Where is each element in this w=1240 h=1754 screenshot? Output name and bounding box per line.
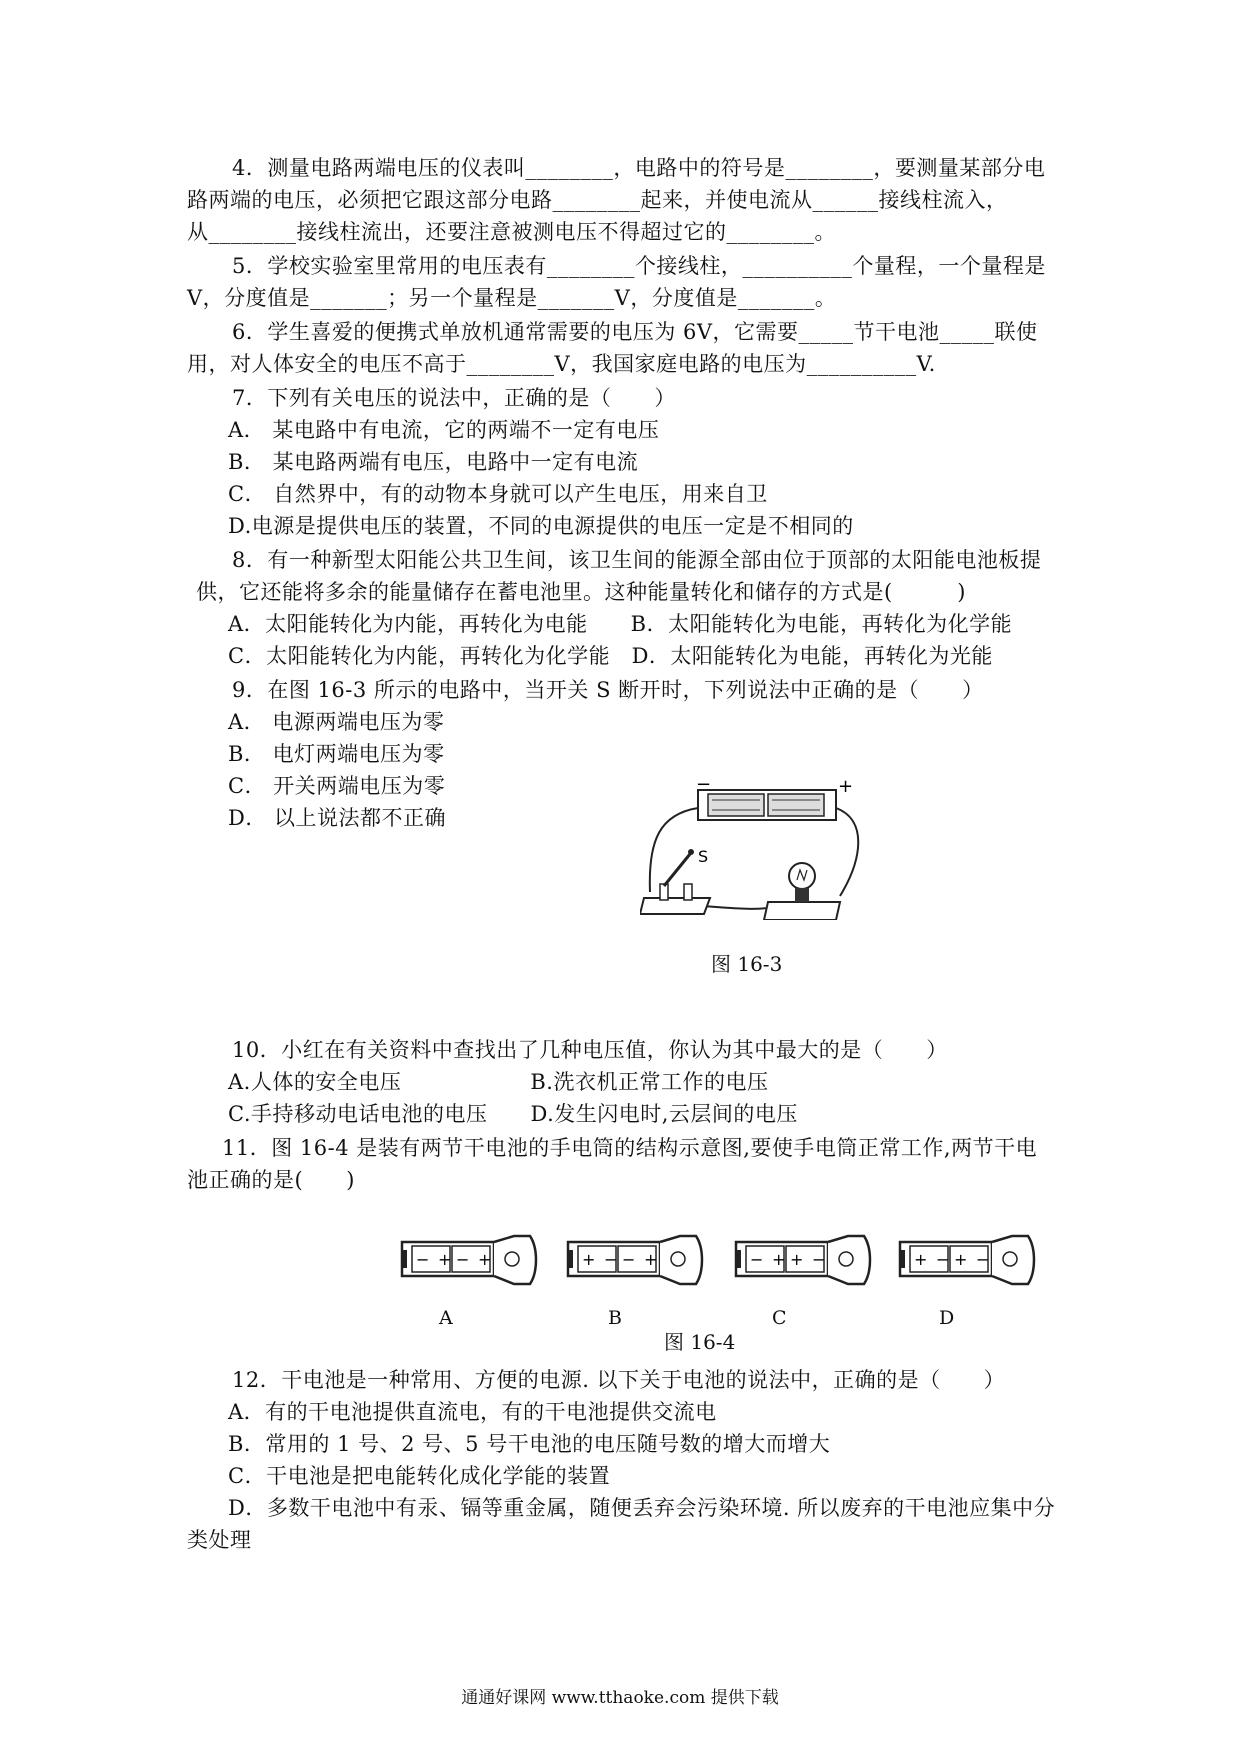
q5-line1: 5．学校实验室里常用的电压表有________个接线柱，__________个量程，一个量程是: [232, 254, 1046, 278]
q7-option-d: D.电源是提供电压的装置，不同的电源提供的电压一定是不相同的: [228, 514, 854, 538]
q12-option-d-line2: 类处理: [187, 1528, 252, 1552]
q7-option-b: B． 某电路两端有电压，电路中一定有电流: [228, 450, 639, 474]
flashlight-b-label: B: [608, 1307, 622, 1329]
q10-options-cd: C.手持移动电话电池的电压 D.发生闪电时,云层间的电压: [228, 1102, 798, 1126]
q7-option-a: A． 某电路中有电流，它的两端不一定有电压: [228, 418, 660, 442]
q9-option-c: C． 开关两端电压为零: [228, 774, 446, 798]
flashlight-a-cell1-left: −: [416, 1250, 430, 1269]
battery-plus-label: +: [838, 780, 854, 797]
q10-stem: 10．小红在有关资料中查找出了几种电压值，你认为其中最大的是（ ）: [232, 1038, 948, 1062]
q10-options-ab: A.人体的安全电压 B.洗衣机正常工作的电压: [228, 1070, 769, 1094]
q7-stem: 7．下列有关电压的说法中，正确的是（ ）: [232, 386, 676, 410]
flashlight-a-label: A: [439, 1307, 453, 1329]
q8-line1: 8．有一种新型太阳能公共卫生间，该卫生间的能源全部由位于顶部的太阳能电池板提: [232, 548, 1042, 572]
q4-line2: 路两端的电压，必须把它跟这部分电路________起来，并使电流从______接线柱流入，: [187, 188, 1008, 212]
flashlight-a-cell1-right: +: [438, 1250, 452, 1269]
flashlight-d-label: D: [939, 1307, 955, 1329]
q11-line2: 池正确的是( ): [187, 1168, 355, 1192]
flashlight-d-cell2-right: −: [976, 1250, 990, 1269]
flashlight-b-cell1-right: −: [604, 1250, 618, 1269]
flashlight-a-cell2-right: +: [478, 1250, 492, 1269]
flashlight-c-cell2-right: −: [812, 1250, 826, 1269]
flashlight-c-cell1-right: +: [772, 1250, 786, 1269]
q5-line2: V，分度值是_______；另一个量程是_______V，分度值是_______。: [187, 286, 837, 310]
flashlight-c-label: C: [772, 1307, 787, 1329]
flashlight-d-cell2-left: +: [954, 1250, 968, 1269]
flashlight-a-cell2-left: −: [456, 1250, 470, 1269]
q9-option-a: A． 电源两端电压为零: [228, 710, 445, 734]
q12-option-d-line1: D．多数干电池中有汞、镉等重金属，随便丢弃会污染环境. 所以废弃的干电池应集中分: [228, 1496, 1056, 1520]
flashlight-c: [736, 1236, 870, 1284]
q12-option-b: B．常用的 1 号、2 号、5 号干电池的电压随号数的增大而增大: [228, 1432, 831, 1456]
q6-line2: 用，对人体安全的电压不高于________V，我国家庭电路的电压为__________V.: [187, 352, 936, 376]
figure-16-4-caption: 图 16-4: [664, 1330, 736, 1354]
flashlight-d-cell1-right: −: [936, 1250, 950, 1269]
battery-minus-label: −: [696, 780, 712, 795]
page-footer: 通通好课网 www.tthaoke.com 提供下载: [461, 1688, 779, 1708]
q12-stem: 12．干电池是一种常用、方便的电源. 以下关于电池的说法中，正确的是（ ）: [232, 1368, 1006, 1392]
q12-option-a: A．有的干电池提供直流电，有的干电池提供交流电: [228, 1400, 717, 1424]
q9-option-d: D． 以上说法都不正确: [228, 806, 447, 830]
flashlight-b-cell1-left: +: [582, 1250, 596, 1269]
flashlight-a: [402, 1236, 536, 1284]
q7-option-c: C． 自然界中，有的动物本身就可以产生电压，用来自卫: [228, 482, 768, 506]
q8-line2: 供，它还能将多余的能量储存在蓄电池里。这种能量转化和储存的方式是( ): [196, 580, 966, 604]
q8-options-cd: C．太阳能转化为内能，再转化为化学能 D．太阳能转化为电能，再转化为光能: [228, 644, 993, 668]
q9-option-b: B． 电灯两端电压为零: [228, 742, 445, 766]
q12-option-c: C．干电池是把电能转化成化学能的装置: [228, 1464, 611, 1488]
q11-line1: 11．图 16-4 是装有两节干电池的手电筒的结构示意图,要使手电筒正常工作,两节干电: [222, 1136, 1038, 1160]
flashlight-figure-16-4: [398, 1228, 1058, 1308]
circuit-figure-16-3: [640, 780, 880, 920]
flashlight-d-cell1-left: +: [914, 1250, 928, 1269]
figure-16-3-caption: 图 16-3: [711, 952, 783, 976]
q9-stem: 9．在图 16-3 所示的电路中，当开关 S 断开时，下列说法中正确的是（ ）: [232, 678, 984, 702]
q6-line1: 6．学生喜爱的便携式单放机通常需要的电压为 6V，它需要_____节干电池_____联使: [232, 320, 1038, 344]
q4-line1: 4．测量电路两端电压的仪表叫________，电路中的符号是________，要测量某部分电: [232, 156, 1046, 180]
flashlight-d: [900, 1236, 1034, 1284]
flashlight-c-cell2-left: +: [790, 1250, 804, 1269]
flashlight-b: [568, 1236, 702, 1284]
flashlight-b-cell2-left: −: [622, 1250, 636, 1269]
q4-line3: 从________接线柱流出，还要注意被测电压不得超过它的________。: [187, 220, 836, 244]
q8-options-ab: A．太阳能转化为内能，再转化为电能 B．太阳能转化为电能，再转化为化学能: [228, 612, 1013, 636]
flashlight-b-cell2-right: +: [644, 1250, 658, 1269]
flashlight-c-cell1-left: −: [750, 1250, 764, 1269]
switch-label: S: [698, 847, 709, 866]
